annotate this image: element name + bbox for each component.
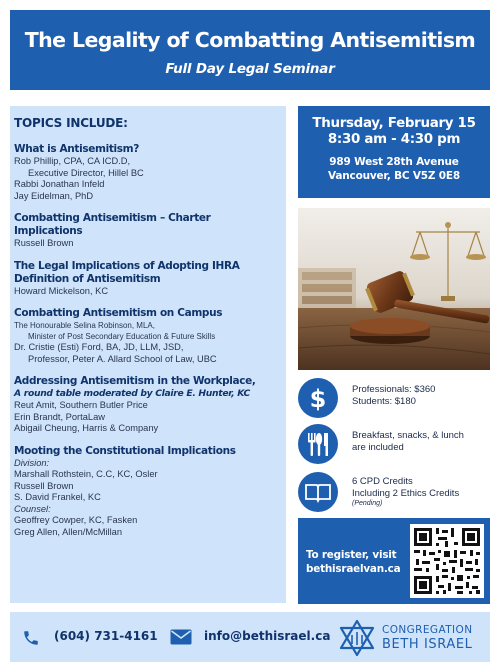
svg-text:$: $	[309, 385, 327, 413]
counsel-label: Counsel:	[14, 503, 51, 514]
cpd-info	[298, 472, 490, 512]
topic-charter-implications	[14, 212, 282, 250]
speaker: Marshall Rothstein, C.C, KC, Osler	[14, 469, 158, 479]
speaker: Abigail Cheung, Harris & Company	[14, 423, 159, 433]
ethics-credits: Including 2 Ethics Credits	[352, 487, 460, 499]
speaker: Howard Mickelson, KC	[14, 285, 109, 296]
topic-workplace	[14, 375, 282, 435]
event-time: 8:30 am - 4:30 pm	[327, 132, 461, 147]
topics-heading: TOPICS INCLUDE:	[14, 116, 128, 130]
topic-title: Addressing Antisemitism in the Workplace,	[14, 375, 256, 387]
pricing-info	[298, 378, 490, 418]
topic-title-line2: Implications	[14, 225, 83, 237]
page-subtitle: Full Day Legal Seminar	[165, 61, 335, 77]
email-address[interactable]: info@bethisrael.ca	[204, 629, 331, 643]
topic-title: The Legal Implications of Adopting IHRA	[14, 259, 240, 272]
register-box	[298, 518, 490, 604]
speaker: Reut Amit, Southern Butler Price	[14, 400, 148, 410]
speaker: Erin Brandt, PortaLaw	[14, 411, 105, 422]
price-students: Students: $180	[352, 395, 416, 407]
speaker-role: Executive Director, Hillel BC	[28, 167, 144, 178]
topic-title: Mooting the Constitutional Implications	[14, 444, 236, 457]
speaker: S. David Frankel, KC	[14, 492, 101, 502]
phone-number[interactable]: (604) 731-4161	[54, 629, 158, 643]
speaker: Russell Brown	[14, 238, 74, 248]
utensils-icon	[298, 424, 338, 464]
event-date: Thursday, February 15	[312, 116, 476, 131]
header-banner	[10, 10, 490, 90]
food-info	[298, 424, 490, 464]
price-professionals: Professionals: $360	[352, 384, 436, 395]
phone-icon	[22, 629, 40, 652]
topic-title: Combatting Antisemitism – Charter	[14, 212, 211, 224]
speaker: The Honourable Selina Robinson, MLA,	[14, 321, 155, 330]
food-line2: are included	[352, 441, 404, 453]
speaker-role: Minister of Post Secondary Education & Future Skills	[28, 332, 216, 341]
moderator-note: A round table moderated by Claire E. Hunter, KC	[14, 388, 250, 399]
organization-name-line1: CONGREGATION	[382, 624, 473, 636]
speaker: Rabbi Jonathan Infeld	[14, 179, 105, 189]
event-address-line1: 989 West 28th Avenue	[329, 156, 459, 168]
topic-moot	[14, 445, 282, 539]
gavel-scales-photo	[298, 208, 490, 370]
topic-title-line2: Definition of Antisemitism	[14, 272, 161, 285]
organization-name-line2: BETH ISRAEL	[382, 637, 473, 652]
speaker: Rob Phillip, CPA, CA ICD.D,	[14, 156, 131, 166]
speaker-role: Professor, Peter A. Allard School of Law, UBC	[28, 353, 217, 364]
food-line1: Breakfast, snacks, & lunch	[352, 430, 464, 441]
topic-title: Combatting Antisemitism on Campus	[14, 307, 223, 319]
qr-code-icon[interactable]	[410, 524, 484, 598]
speaker: Greg Allen, Allen/McMillan	[14, 526, 122, 537]
event-date-box	[298, 106, 490, 198]
book-icon	[298, 472, 338, 512]
topic-title: What is Antisemitism?	[14, 143, 140, 155]
topic-campus	[14, 307, 282, 365]
register-link[interactable]: bethisraelvan.ca	[306, 563, 401, 575]
topic-ihra-definition	[14, 260, 282, 298]
pending-note: (Pending)	[352, 500, 383, 507]
cpd-credits: 6 CPD Credits	[352, 476, 413, 487]
speaker: Russell Brown	[14, 480, 74, 491]
speaker: Jay Eidelman, PhD	[14, 190, 94, 201]
event-address-line2: Vancouver, BC V5Z 0E8	[328, 170, 460, 182]
footer-bar	[10, 612, 490, 662]
speaker: Geoffrey Cowper, KC, Fasken	[14, 515, 138, 525]
topics-panel	[10, 106, 286, 603]
register-label: To register, visit	[306, 549, 397, 561]
dollar-icon	[298, 378, 338, 418]
division-label: Division:	[14, 457, 50, 468]
star-of-david-logo-icon	[336, 617, 378, 664]
page-title: The Legality of Combatting Antisemitism	[24, 28, 476, 52]
mail-icon	[170, 629, 192, 650]
topic-what-is-antisemitism	[14, 143, 282, 202]
speaker: Dr. Cristie (Esti) Ford, BA, JD, LLM, JSD,	[14, 342, 184, 352]
